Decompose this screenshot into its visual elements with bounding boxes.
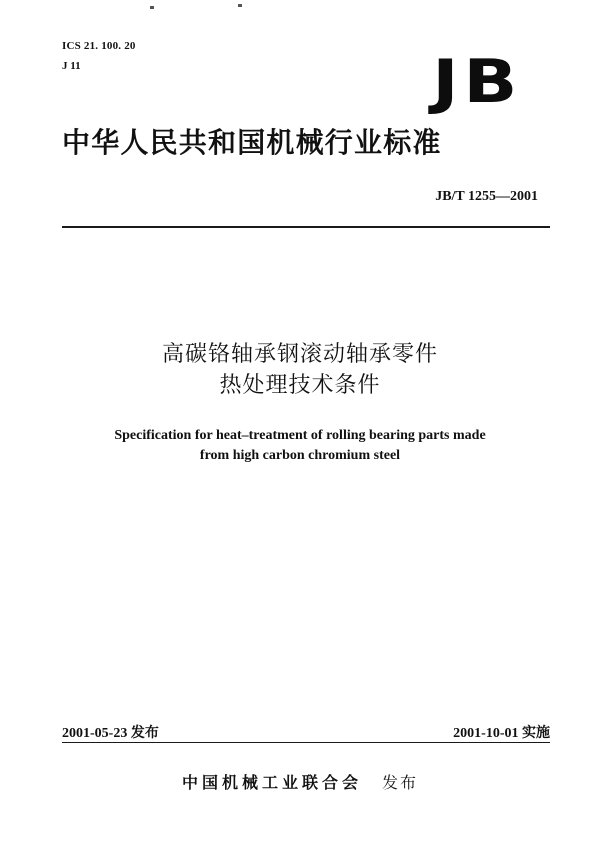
scan-speck xyxy=(150,6,154,9)
issue-label: 发布 xyxy=(130,726,159,741)
publisher-name: 中国机械工业联合会 xyxy=(181,773,362,792)
publisher-label: 发布 xyxy=(382,773,419,792)
document-title-chinese-line-2: 热处理技术条件 xyxy=(219,373,381,398)
implementation-date-value: 2001-10-01 xyxy=(453,726,519,741)
implementation-label: 实施 xyxy=(522,726,550,741)
document-title-english-line-2: from high carbon chromium steel xyxy=(199,448,401,463)
ics-code: ICS 21. 100. 20 xyxy=(62,40,136,52)
document-title-chinese-line-1: 高碳铬轴承钢滚动轴承零件 xyxy=(161,342,438,367)
standard-title: 中华人民共和国机械行业标准 xyxy=(62,126,442,159)
standard-number: JB/T 1255—2001 xyxy=(435,189,538,204)
jb-logo: JB xyxy=(432,47,522,117)
issue-date xyxy=(62,722,159,742)
ccs-code: J 11 xyxy=(62,60,81,72)
issue-date-value: 2001-05-23 xyxy=(62,726,128,741)
implementation-date xyxy=(453,722,550,742)
header-divider xyxy=(62,226,550,228)
publisher xyxy=(0,770,600,793)
scan-speck xyxy=(238,4,242,7)
document-title-english-line-1: Specification for heat–treatment of rolling bearing parts made xyxy=(114,428,486,443)
footer-divider xyxy=(62,742,550,743)
